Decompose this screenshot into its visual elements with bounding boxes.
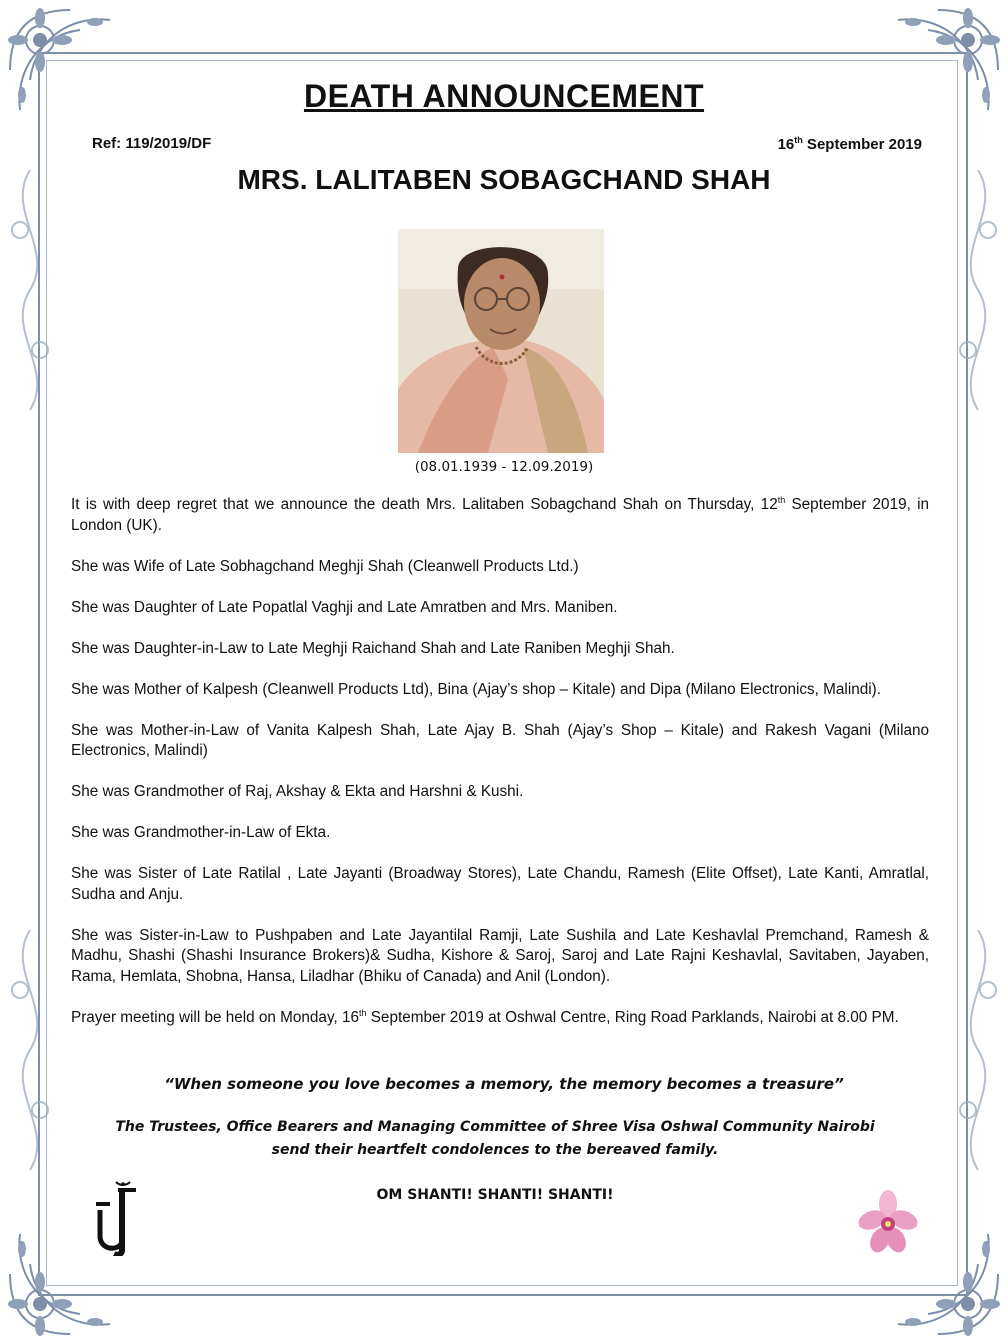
deceased-name: MRS. LALITABEN SOBAGCHAND SHAH	[237, 164, 771, 195]
condolence-message	[0, 1116, 990, 1162]
om-shanti-text: OM SHANTI! SHANTI! SHANTI!	[376, 1187, 614, 1203]
jain-om-symbol-icon	[92, 1180, 142, 1256]
corner-ornament-icon	[0, 0, 140, 140]
paragraph-wife: She was Wife of Late Sobhagchand Meghji Shah (Cleanwell Products Ltd.)	[71, 557, 579, 575]
paragraph-prayer-meeting: Prayer meeting will be held on Monday, 16th September 2019 at Oshwal Centre, Ring Road Parklands, Nairobi at 8.00 PM.	[71, 1007, 899, 1026]
side-swirl-icon	[0, 170, 60, 410]
paragraph-grandmother-in-law: She was Grandmother-in-Law of Ekta.	[71, 824, 331, 841]
reference-number: Ref: 119/2019/DF	[92, 135, 212, 152]
announcement-date: 16th September 2019	[777, 135, 922, 153]
paragraph-sister-in-law: She was Sister-in-Law to Pushpaben and Late Jayantilal Ramji, Late Sushila and Late Keshavlal Premchand, Ramesh & Madhu, Shashi (Shashi Insurance Brokers)& Sudha, Kishore & Saroj, Saroj and Late Rajni Keshavlal, Savitaben, Jayaben, Rama, Hemlata, Shobna, Hansa, Liladhar (Bhiku of Canada) and Anil (London).	[71, 926, 929, 985]
paragraph-daughter-in-law: She was Daughter-in-Law to Late Meghji Raichand Shah and Late Raniben Meghji Shah.	[71, 639, 675, 657]
side-swirl-icon	[948, 170, 1008, 410]
paragraph-sister: She was Sister of Late Ratilal , Late Jayanti (Broadway Stores), Late Chandu, Ramesh (Elite Offset), Late Kanti, Amratlal, Sudha and Anju.	[71, 865, 929, 903]
corner-ornament-icon	[868, 0, 1008, 140]
condolence-line: The Trustees, Office Bearers and Managing Committee of Shree Visa Oshwal Community Nairobi	[115, 1119, 875, 1135]
page-title: DEATH ANNOUNCEMENT	[303, 78, 705, 114]
paragraph-mother-in-law: She was Mother-in-Law of Vanita Kalpesh Shah, Late Ajay B. Shah (Ajay’s Shop – Kitale) and Rakesh Vagani (Milano Electronics, Malindi)	[71, 721, 929, 759]
paragraph-daughter: She was Daughter of Late Popatlal Vaghji and Late Amratben and Mrs. Maniben.	[71, 598, 618, 616]
memorial-quote: “When someone you love becomes a memory, the memory becomes a treasure”	[164, 1075, 844, 1093]
portrait-photo	[398, 229, 604, 453]
paragraph-grandmother: She was Grandmother of Raj, Akshay & Ekta and Harshni & Kushi.	[71, 783, 524, 800]
announcement-body	[71, 495, 929, 1049]
orchid-flower-icon	[858, 1190, 918, 1256]
lifespan-dates: (08.01.1939 - 12.09.2019)	[414, 459, 594, 475]
paragraph-mother: She was Mother of Kalpesh (Cleanwell Products Ltd), Bina (Ajay’s shop – Kitale) and Dipa (Milano Electronics, Malindi).	[71, 680, 881, 698]
paragraph-announcement: It is with deep regret that we announce the death Mrs. Lalitaben Sobagchand Shah on Thursday, 12th September 2019, in London (UK).	[71, 494, 929, 534]
condolence-line: send their heartfelt condolences to the bereaved family.	[271, 1142, 719, 1158]
